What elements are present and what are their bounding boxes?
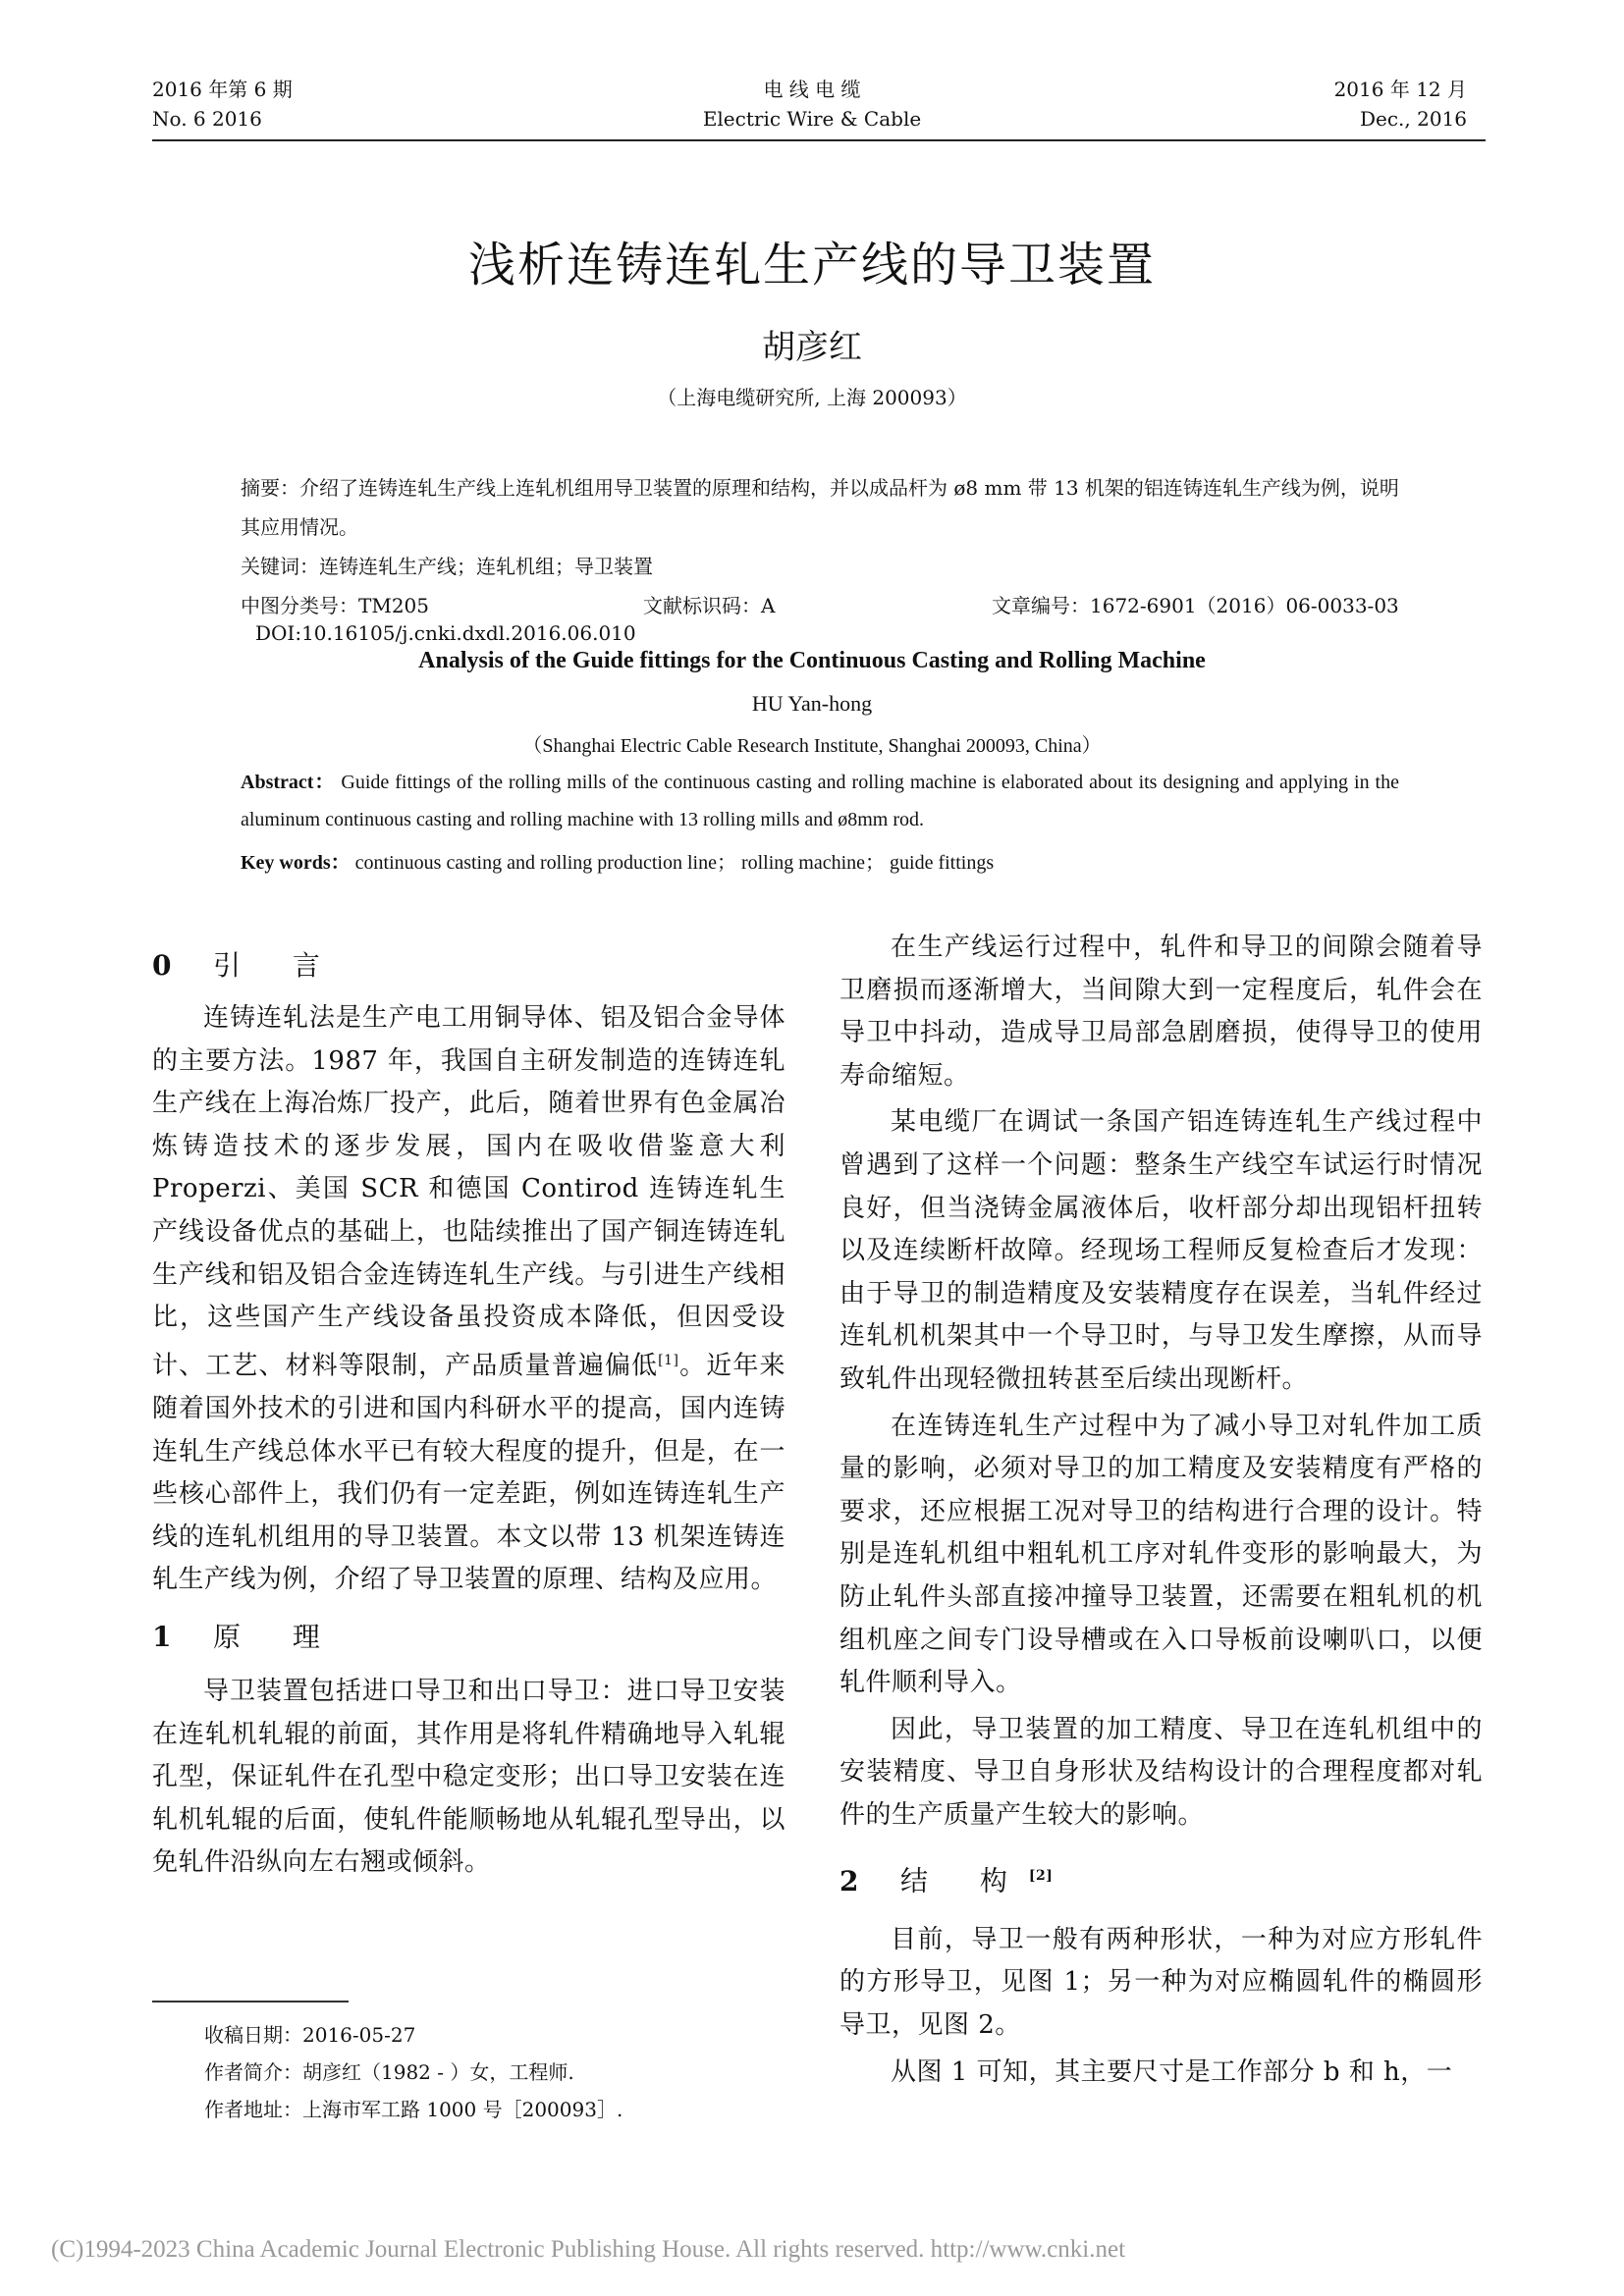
paper-title: 浅析连铸连轧生产线的导卫装置 [467, 238, 1156, 293]
abstract-cn [241, 468, 1399, 547]
section-heading-2 [839, 1854, 1483, 1902]
abstract-en [241, 764, 1399, 838]
abstract-en-label: Abstract： [241, 772, 336, 793]
citation-2: [2] [1028, 1868, 1054, 1885]
keywords-en-label: Key words： [241, 852, 351, 874]
document-code: 文献标识码：A [643, 594, 776, 617]
journal-date [1334, 75, 1467, 133]
doi: DOI:10.16105/j.cnki.dxdl.2016.06.010 [255, 621, 636, 645]
right-column [839, 927, 1483, 2094]
footnote-address: 作者地址：上海市军工路 1000 号［200093］. [204, 2098, 623, 2121]
article-number: 文章编号：1672-6901（2016）06-0033-03 [992, 594, 1399, 617]
right-paragraph-4: 因此，导卫装置的加工精度、导卫在连轧机组中的安装精度、导卫自身形状及结构设计的合理程度都对轧件的生产质量产生较大的影响。 [839, 1714, 1483, 1830]
section-number: 1 [152, 1620, 172, 1653]
english-title: Analysis of the Guide fittings for the Continuous Casting and Rolling Machine [418, 648, 1206, 673]
left-column [152, 944, 785, 1885]
citation-1: [1] [658, 1352, 679, 1368]
principle-paragraph: 导卫装置包括进口导卫和出口导卫：进口导卫安装在连轧机轧辊的前面，其作用是将轧件精确地导入轧辊孔型，保证轧件在孔型中稳定变形；出口导卫安装在连轧机轧辊的后面，使轧件能顺畅地从轧辊孔型导出，以免轧件沿纵向左右翘或倾斜。 [152, 1676, 785, 1878]
section-number: 2 [839, 1864, 859, 1897]
right-paragraph-3: 在连铸连轧生产过程中为了减小导卫对轧件加工质量的影响，必须对导卫的加工精度及安装精度有严格的要求，还应根据工况对导卫的结构进行合理的设计。特别是连轧机组中粗轧机工序对轧件变形的影响最大，为防止轧件头部直接冲撞导卫装置，还需要在粗轧机的机组机座之间专门设导槽或在入口导板前设喇叭口，以便轧件顺利导入。 [839, 1411, 1483, 1698]
issue-cn: 2016 年第 6 期 [152, 78, 293, 101]
keywords-cn [241, 547, 653, 586]
section-title: 引 言 [213, 949, 342, 982]
section-title: 结 构 [900, 1864, 1029, 1897]
paper-author: 胡彦红 [762, 328, 862, 367]
section-number: 0 [152, 949, 172, 982]
right-paragraph-2: 某电缆厂在调试一条国产铝连铸连轧生产线过程中曾遇到了这样一个问题：整条生产线空车试运行时情况良好，但当浇铸金属液体后，收杆部分却出现铝杆扭转以及连续断杆故障。经现场工程师反复检查后才发现：由于导卫的制造精度及安装精度存在误差，当轧件经过连轧机机架其中一个导卫时，与导卫发生摩擦，从而导致轧件出现轻微扭转甚至后续出现断杆。 [839, 1107, 1483, 1394]
issue-en: No. 6 2016 [152, 107, 262, 131]
abstract-en-text: Guide fittings of the rolling mills of the continuous casting and rolling machine is elaborated about its designing and applying in the aluminum continuous casting and rolling machine with 13 rolling mills and ø8mm rod. [241, 772, 1399, 830]
copyright-footer: (C)1994-2023 China Academic Journal Electronic Publishing House. All rights reserved. http://www.cnki.net [51, 2236, 1126, 2263]
journal-name-cn: 电 线 电 缆 [763, 78, 861, 101]
journal-name-en: Electric Wire & Cable [702, 107, 922, 131]
english-author: HU Yan-hong [751, 691, 873, 716]
header-rule [152, 139, 1486, 141]
english-affiliation: （Shanghai Electric Cable Research Institute, Shanghai 200093, China） [522, 735, 1102, 757]
paper-affiliation: （上海电缆研究所, 上海 200093） [657, 386, 967, 409]
intro-paragraph [152, 997, 785, 1602]
right-paragraph-1: 在生产线运行过程中，轧件和导卫的间隙会随着导卫磨损而逐渐增大，当间隙大到一定程度后，轧件会在导卫中抖动，造成导卫局部急剧磨损，使得导卫的使用寿命缩短。 [839, 933, 1483, 1091]
intro-text-b: 。近年来随着国外技术的引进和国内科研水平的提高，国内连铸连轧生产线总体水平已有较大程度的提升，但是，在一些核心部件上，我们仍有一定差距，例如连铸连轧生产线的连轧机组用的导卫装置。本文以带 13 机架连铸连轧生产线为例，介绍了导卫装置的原理、结构及应用。 [152, 1351, 785, 1595]
footnote-rule [152, 2001, 349, 2002]
section-heading-0 [152, 944, 785, 988]
intro-text-a: 连铸连轧法是生产电工用铜导体、铝及铝合金导体的主要方法。1987 年，我国自主研发制造的连铸连轧生产线在上海冶炼厂投产，此后，随着世界有色金属冶炼铸造技术的逐步发展，国内在吸收借鉴意大利 Properzi、美国 SCR 和德国 Contirod 连铸连轧生产线设备优点的基础上，也陆续推出了国产铜连铸连轧生产线和铝及铝合金连铸连轧生产线。与引进生产线相比，这些国产生产线设备虽投资成本降低，但因受设计、工艺、材料等限制，产品质量普遍偏低 [152, 1003, 785, 1381]
footnote-received: 收稿日期：2016-05-27 [204, 2023, 416, 2047]
footnote-bio: 作者简介：胡彦红（1982 - ）女，工程师. [204, 2060, 574, 2084]
keywords-cn-label: 关键词： [241, 555, 319, 578]
date-en: Dec., 2016 [1359, 107, 1467, 131]
section-heading-1 [152, 1616, 785, 1659]
keywords-cn-text: 连铸连轧生产线；连轧机组；导卫装置 [319, 555, 653, 578]
abstract-cn-label: 摘要： [241, 476, 299, 500]
section-title: 原 理 [213, 1620, 342, 1653]
clc-number: 中图分类号：TM205 [241, 594, 429, 617]
keywords-en [241, 844, 994, 881]
abstract-cn-text: 介绍了连铸连轧生产线上连轧机组用导卫装置的原理和结构，并以成品杆为 ø8 mm 带 13 机架的铝连铸连轧生产线为例，说明其应用情况。 [241, 476, 1399, 539]
structure-paragraph: 目前，导卫一般有两种形状，一种为对应方形轧件的方形导卫，见图 1；另一种为对应椭圆轧件的椭圆形导卫，见图 2。 [839, 1924, 1483, 2040]
keywords-en-text: continuous casting and rolling production line； rolling machine； guide fittings [350, 852, 995, 874]
structure-paragraph-2: 从图 1 可知，其主要尺寸是工作部分 b 和 h，一 [891, 2056, 1453, 2087]
date-cn: 2016 年 12 月 [1333, 78, 1467, 101]
